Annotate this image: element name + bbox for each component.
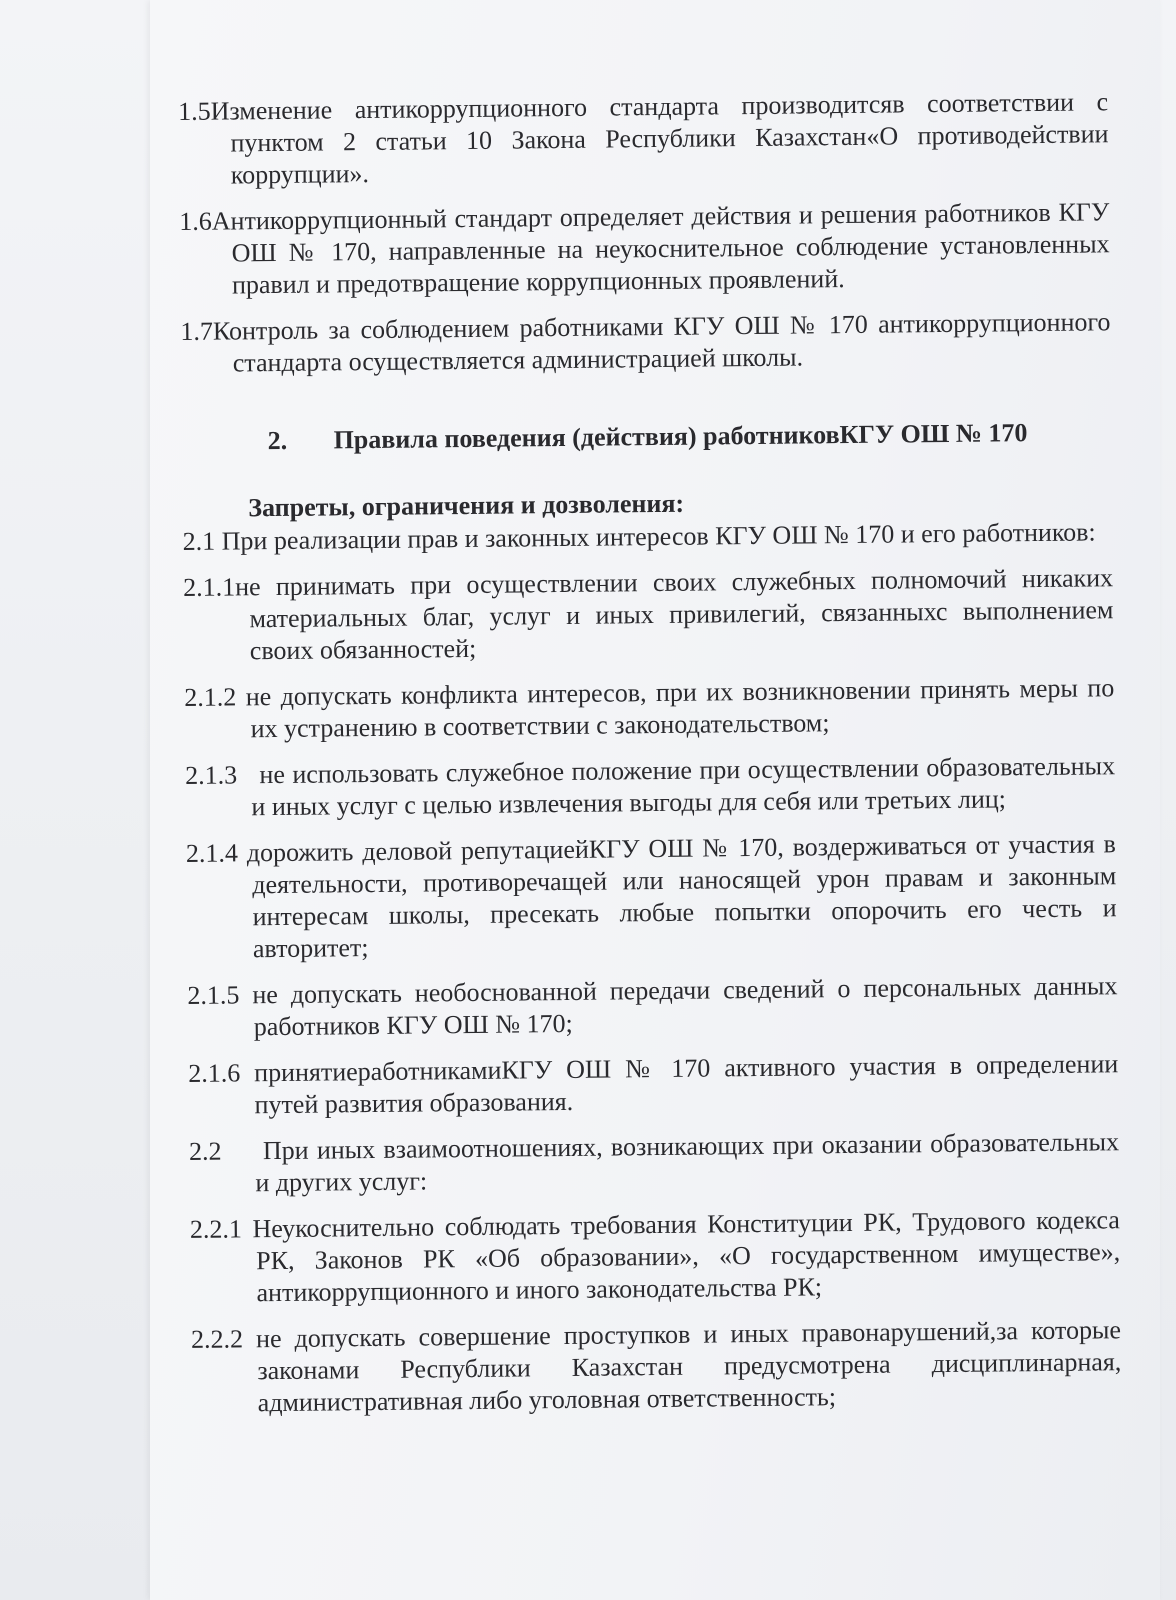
- item-text: дорожить деловой репутациейКГУ ОШ № 170, воздерживаться от участия в деятельности, противоречащей или наносящей урон правам и законным интересам школы, пресекать любые попытки опорочить его честь и авторитет;: [246, 829, 1117, 964]
- item-number: 2.1.6: [188, 1058, 241, 1088]
- item-number: 2.1.3: [184, 760, 238, 790]
- list-item: [179, 196, 1110, 302]
- item-number: 2.1.1: [182, 572, 236, 602]
- list-item: [190, 1204, 1121, 1310]
- list-item: [184, 672, 1115, 746]
- item-text: не допускать необоснованной передачи сведений о персональных данных работников КГУ ОШ № 170;: [252, 971, 1118, 1042]
- item-number: 1.7: [180, 316, 214, 346]
- item-text: принятиеработникамиКГУ ОШ № 170 активного участия в определении путей развития образования.: [254, 1049, 1119, 1120]
- item-number: 1.6: [179, 206, 212, 236]
- section-heading: [267, 416, 1111, 457]
- subheading: Запреты, ограничения и дозволения:: [248, 488, 685, 523]
- item-number: 2.1.2: [184, 682, 237, 712]
- list-item: [186, 828, 1117, 966]
- item-number: 2.1: [182, 526, 216, 556]
- item-text: Антикоррупционный стандарт определяет действия и решения работников КГУ ОШ № 170, направленные на неукоснительное соблюдение установленных правил и предотвращение коррупционных проявлений.: [211, 197, 1110, 300]
- item-text: Контроль за соблюдением работниками КГУ ОШ № 170 антикоррупционного стандарта осуществляется администрацией школы.: [212, 307, 1111, 378]
- section-number: 2.: [267, 425, 288, 456]
- item-number: 2.2.1: [189, 1214, 243, 1244]
- item-text: Изменение антикоррупционного стандарта производитсяв соответствии с пунктом 2 статьи 10 Закона Республики Казахстан«О противодействии коррупции».: [210, 87, 1109, 190]
- section-title: Правила поведения (действия) работниковКГУ ОШ № 170: [333, 418, 1028, 455]
- item-text: не использовать служебное положение при осуществлении образовательных и иных услуг с целью извлечения выгоды для себя или третьих лиц;: [251, 751, 1116, 822]
- list-item: [180, 306, 1111, 380]
- list-item: [189, 1126, 1120, 1200]
- list-item: [178, 86, 1109, 192]
- document-content: [178, 86, 1122, 1434]
- item-text: не принимать при осуществлении своих служебных полномочий никаких материальных благ, услуг и иных привилегий, связанныхс выполнением своих обязанностей;: [234, 563, 1114, 666]
- item-text: не допускать совершение проступков и иных правонарушений,за которые законами Республики Казахстан предусмотрена дисциплинарная, административная либо уголовная ответственность;: [255, 1315, 1122, 1418]
- item-number: 2.2: [188, 1136, 222, 1166]
- item-text: Неукоснительно соблюдать требования Конституции РК, Трудового кодекса РК, Законов РК «Об образовании», «О государственном имуществе», антикоррупционного и иного законодательства РК;: [252, 1205, 1121, 1308]
- list-item: [183, 562, 1114, 668]
- item-text: При иных взаимоотношениях, возникающих при оказании образовательных и других услуг:: [255, 1127, 1120, 1198]
- item-text: При реализации прав и законных интересов КГУ ОШ № 170 и его работников:: [221, 517, 1096, 556]
- list-item: [188, 1048, 1119, 1122]
- item-text: не допускать конфликта интересов, при их возникновении принять меры по их устранению в соответствии с законодательством;: [245, 673, 1115, 744]
- item-number: 1.5: [178, 96, 211, 126]
- list-item: [185, 750, 1116, 824]
- item-number: 2.2.2: [190, 1324, 244, 1354]
- item-number: 2.1.4: [185, 838, 239, 868]
- list-item: [191, 1314, 1122, 1420]
- item-number: 2.1.5: [187, 980, 240, 1010]
- list-item: [187, 970, 1118, 1044]
